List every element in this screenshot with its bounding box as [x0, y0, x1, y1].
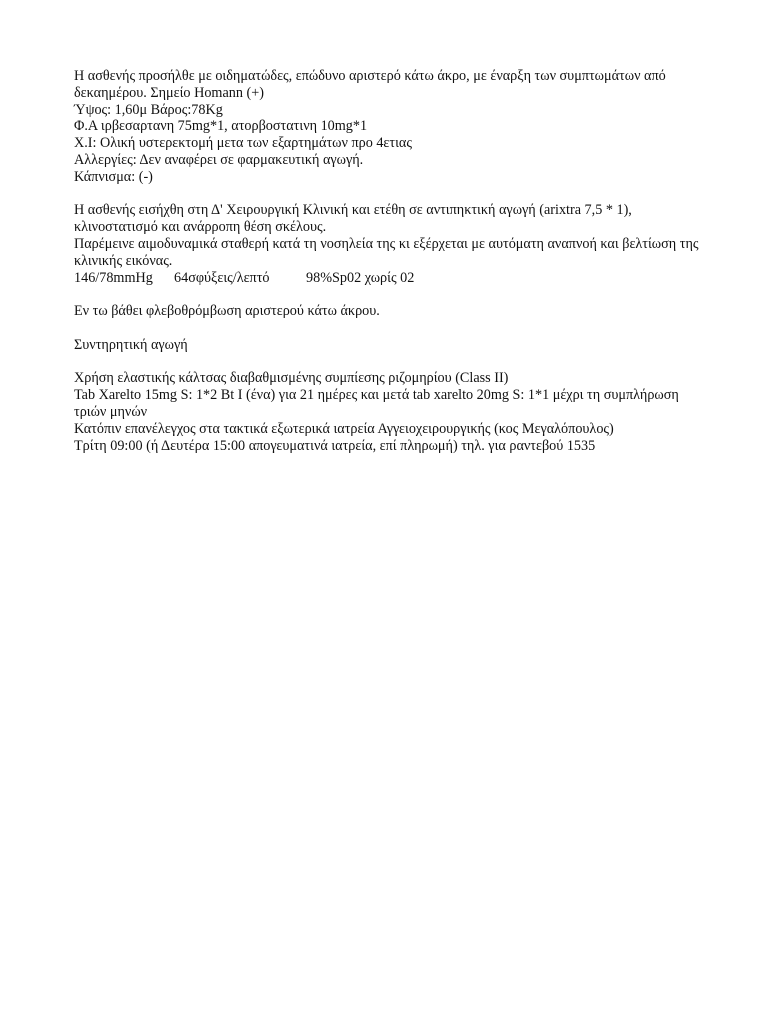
allergies-text: Αλλεργίες: Δεν αναφέρει σε φαρμακευτική αγωγή. — [74, 151, 364, 168]
heart-rate: 64σφύξεις/λεπτό — [174, 269, 270, 286]
paragraph-gap — [74, 286, 704, 303]
blood-pressure: 146/78mmHg — [74, 269, 153, 286]
paragraph-gap — [74, 320, 704, 337]
presentation-text: Η ασθενής προσήλθε με οιδηματώδες, επώδυνο αριστερό κάτω άκρο, με έναρξη των συμπτωμάτων από δεκαημέρου. Σημείο Homann (+) — [74, 68, 666, 101]
diagnosis-text: Εν τω βάθει φλεβοθρόμβωση αριστερού κάτω άκρου. — [74, 303, 380, 320]
height-weight-text: Ύψος: 1,60μ Βάρος:78Kg — [74, 101, 223, 118]
stockings-instruction: Χρήση ελαστικής κάλτσας διαβαθμισμένης συμπίεσης ριζομηρίου (Class II) — [74, 370, 509, 387]
smoking-text: Κάπνισμα: (-) — [74, 168, 153, 185]
followup-instruction: Κατόπιν επανέλεγχος στα τακτικά εξωτερικά ιατρεία Αγγειοχειρουργικής (κος Μεγαλόπουλος) — [74, 420, 614, 437]
document-body — [74, 68, 704, 454]
course-text: Παρέμεινε αιμοδυναμικά σταθερή κατά τη νοσηλεία της κι εξέρχεται με αυτόματη αναπνοή και βελτίωση της κλινικής εικόνας. — [74, 235, 699, 269]
paragraph-gap — [74, 354, 704, 371]
vitals-line — [74, 270, 704, 287]
appointment-instruction: Τρίτη 09:00 (ή Δευτέρα 15:00 απογευματινά ιατρεία, επί πληρωμή) τηλ. για ραντεβού 1535 — [74, 437, 596, 454]
surgical-history-text: Χ.Ι: Ολική υστερεκτομή μετα των εξαρτημάτων προ 4ετιας — [74, 135, 412, 152]
oxygen-saturation: 98%Sp02 χωρίς 02 — [306, 269, 415, 286]
admission-text: Η ασθενής εισήχθη στη Δ' Χειρουργική Κλινική και ετέθη σε αντιπηκτική αγωγή (arixtra 7,5 * 1), κλινοστατισμό και ανάρροπη θέση σκέλους. — [74, 202, 632, 236]
medications-text: Φ.Α ιρβεσαρτανη 75mg*1, ατορβοστατινη 10mg*1 — [74, 118, 368, 135]
paragraph-gap — [74, 186, 704, 203]
xarelto-instruction: Tab Xarelto 15mg S: 1*2 Bt I (ένα) για 21 ημέρες και μετά tab xarelto 20mg S: 1*1 μέχρι τη συμπλήρωση τριών μηνών — [74, 387, 679, 420]
treatment-type-text: Συντηρητική αγωγή — [74, 336, 188, 353]
